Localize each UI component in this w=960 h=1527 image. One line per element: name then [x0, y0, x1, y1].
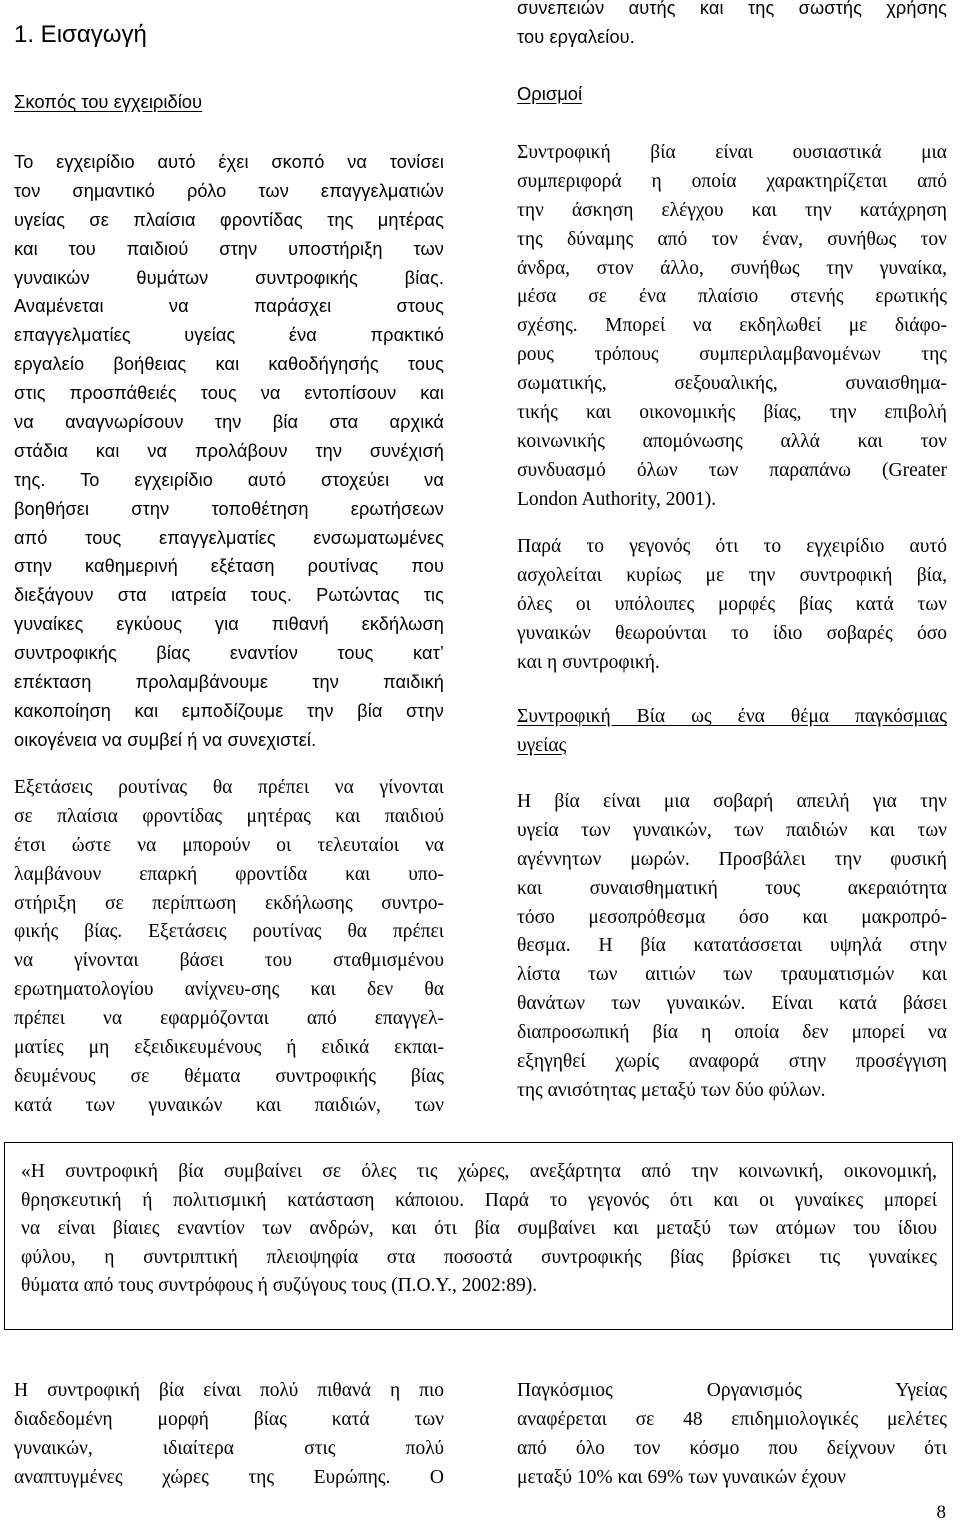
text-line: επαγγελματίες υγείας ένα πρακτικό — [14, 325, 444, 346]
heading-line: υγείας — [517, 734, 567, 756]
text-line: στην καθημερινή εξέταση ρουτίνας που — [14, 556, 444, 577]
text-line: Η συντροφική βία είναι πολύ πιθανά η πιο — [14, 1380, 444, 1401]
text-line: του εργαλείου. — [517, 26, 635, 47]
text-line: διαπροσωπική βία η οποία δεν μπορεί να — [517, 1022, 947, 1044]
text-line: στάδια και να προλάβουν την συνέχισή — [14, 440, 444, 461]
text-line: συνεπειών αυτής και της σωστής χρήσης — [517, 0, 947, 18]
definitions-paragraph — [517, 139, 947, 515]
text-line: Το εγχειρίδιο αυτό έχει σκοπό να τονίσει — [14, 152, 444, 172]
text-line: σχέσης. Μπορεί να εκδηλωθεί με διάφο- — [517, 315, 947, 337]
text-line: και του παιδιού στην υποστήριξη των — [14, 238, 444, 259]
text-line: τόσο μεσοπρόθεσμα όσο και μακροπρό- — [517, 906, 947, 928]
text-line: τικής και οικονομικής βίας, την επιβολή — [517, 402, 947, 424]
text-line: δευμένους σε θέματα συντροφικής βίας — [14, 1065, 444, 1087]
text-line: συμπεριφορά η οποία χαρακτηρίζεται από — [517, 170, 947, 192]
focus-paragraph — [517, 533, 947, 677]
text-line: γυναικών, ιδιαίτερα στις πολύ — [14, 1437, 444, 1459]
text-line: αγέννητων μωρών. Προσβάλει την φυσική — [517, 848, 947, 870]
text-line: Αναμένεται να παράσχει στους — [14, 296, 444, 317]
section-heading-purpose: Σκοπός του εγχειριδίου — [14, 91, 203, 112]
text-line: σε πλαίσια φροντίδας μητέρας και παιδιού — [14, 805, 444, 827]
global-health-paragraph — [517, 788, 947, 1106]
quote-box — [4, 1142, 953, 1330]
text-line: από όλο τον κόσμο που δείχνουν ότι — [517, 1437, 947, 1459]
text-line: Εξετάσεις ρουτίνας θα πρέπει να γίνονται — [14, 777, 444, 798]
text-line: ερωτηματολογίου ανίχνευ-σης και δεν θα — [14, 979, 444, 1001]
text-line: να γίνονται βάσει του σταθμισμένου — [14, 950, 444, 972]
text-line: Η βία είναι μια σοβαρή απειλή για την — [517, 791, 947, 812]
text-line: θεσμα. Η βία κατατάσσεται υψηλά στην — [517, 935, 947, 957]
text-line: μέσα σε ένα πλαίσιο στενής ερωτικής — [517, 286, 947, 308]
text-line: κακοποίηση και εμποδίζουμε την βία στην — [14, 700, 444, 721]
text-line: μεταξύ 10% και 69% των γυναικών έχουν — [517, 1466, 846, 1488]
text-line: αναφέρεται σε 48 επιδημιολογικές μελέτες — [517, 1408, 947, 1430]
text-line: ασχολείται κυρίως με την συντροφική βία, — [517, 564, 947, 586]
text-line: Συντροφική βία είναι ουσιαστικά μια — [517, 142, 947, 163]
text-line: κατά των γυναικών και παιδιών, των — [14, 1094, 444, 1116]
text-line: πρέπει να εφαρμόζονται από επαγγελ- — [14, 1008, 444, 1030]
text-line: της δύναμης από τον έναν, συνήθως τον — [517, 228, 947, 250]
text-line: επέκταση προλαμβάνουμε την παιδική — [14, 672, 444, 693]
text-line: της. Το εγχειρίδιο αυτό στοχεύει να — [14, 469, 444, 490]
text-line: βοηθήσει στην τοποθέτηση ερωτήσεων — [14, 498, 444, 519]
quote-line: να είναι βίαιες εναντίον των ανδρών, και ότι βία συμβαίνει και μεταξύ των ατόμων του ίδιου — [21, 1218, 937, 1240]
text-line: ματίες μη εξειδικευμένους ή ειδικά εκπαι- — [14, 1037, 444, 1059]
text-line: θανάτων των γυναικών. Είναι κατά βάσει — [517, 993, 947, 1015]
text-line: λαμβάνουν επαρκή φροντίδα και υπο- — [14, 863, 444, 885]
text-line: διαδεδομένη μορφή βίας κατά των — [14, 1408, 444, 1430]
text-line: διεξάγουν στα ιατρεία τους. Ρωτώντας τις — [14, 585, 444, 606]
routine-exams-paragraph — [14, 774, 444, 1121]
quote-line: «Η συντροφική βία συμβαίνει σε όλες τις χώρες, ανεξάρτητα από την κοινωνική, οικονομική, — [21, 1161, 937, 1182]
text-line: γυναικών θυμάτων συντροφικής βίας. — [14, 267, 444, 288]
text-line: οικογένεια να συμβεί ή να συνεχιστεί. — [14, 729, 317, 750]
text-line: στήριξη σε περίπτωση εκδήλωσης συντρο- — [14, 892, 444, 914]
text-line: λίστα των αιτιών των τραυματισμών και — [517, 964, 947, 986]
text-line: στις προσπάθειές τους να εντοπίσουν και — [14, 383, 444, 404]
heading-line: Συντροφική Βία ως ένα θέμα παγκόσμιας — [517, 706, 947, 727]
text-line: εργαλείο βοήθειας και καθοδήγησής τους — [14, 354, 444, 375]
bottom-left-paragraph — [14, 1377, 444, 1493]
text-line: φικής βίας. Εξετάσεις ρουτίνας θα πρέπει — [14, 921, 444, 943]
quote-line: θύματα από τους συντρόφους ή συζύγους τους (Π.Ο.Υ., 2002:89). — [21, 1275, 538, 1297]
text-line: υγείας σε πλαίσια φροντίδας της μητέρας — [14, 209, 444, 230]
quote-text — [21, 1158, 937, 1301]
section-heading-definitions: Ορισμοί — [517, 83, 583, 104]
text-line: γυναικών θεωρούνται το ίδιο σοβαρές όσο — [517, 622, 947, 644]
text-line: της ανισότητας μεταξύ των δύο φύλων. — [517, 1079, 826, 1101]
continued-text — [517, 0, 947, 52]
purpose-paragraph — [14, 148, 444, 755]
quote-line: θρησκευτική ή πολιτισμική κατάσταση κάποιου. Παρά το γεγονός ότι και οι γυναίκες μπορεί — [21, 1189, 937, 1211]
text-line: Παγκόσμιος Οργανισμός Υγείας — [517, 1380, 947, 1401]
text-line: σωματικής, σεξουαλικής, συναισθημα- — [517, 373, 947, 395]
text-line: γυναίκες εγκύους για πιθανή εκδήλωση — [14, 614, 444, 635]
text-line: εξηγηθεί χωρίς αναφορά στην προσέγγιση — [517, 1051, 947, 1073]
text-line: συντροφικής βίας εναντίον τους κατ’ — [14, 643, 444, 664]
text-line: άνδρα, στον άλλο, συνήθως την γυναίκα, — [517, 257, 947, 279]
page-title: 1. Εισαγωγή — [14, 21, 147, 48]
text-line: τον σημαντικό ρόλο των επαγγελματιών — [14, 180, 444, 201]
bottom-right-paragraph — [517, 1377, 947, 1493]
text-line: από τους επαγγελματίες ενσωματωμένες — [14, 527, 444, 548]
text-line: ρους τρόπους συμπεριλαμβανομένων της — [517, 344, 947, 366]
text-line: συνδυασμό όλων των παραπάνω (Greater — [517, 459, 947, 481]
text-line: και η συντροφική. — [517, 651, 660, 673]
text-line: να αναγνωρίσουν την βία στα αρχικά — [14, 412, 444, 433]
text-line: όλες οι υπόλοιπες μορφές βίας κατά των — [517, 593, 947, 615]
text-line: London Authority, 2001). — [517, 488, 717, 510]
quote-line: φύλου, η συντριπτική πλειοψηφία στα ποσοστά συντροφικής βίας βρίσκει τις γυναίκες — [21, 1246, 937, 1268]
text-line: την άσκηση ελέγχου και την κατάχρηση — [517, 199, 947, 221]
text-line: και συναισθηματική τους ακεραιότητα — [517, 877, 947, 899]
page-number: 8 — [936, 1502, 946, 1523]
text-line: αναπτυγμένες χώρες της Ευρώπης. Ο — [14, 1466, 444, 1488]
text-line: Παρά το γεγονός ότι το εγχειρίδιο αυτό — [517, 536, 947, 557]
text-line: κοινωνικής απομόνωσης αλλά και τον — [517, 430, 947, 452]
text-line: έτσι ώστε να μπορούν οι τελευταίοι να — [14, 834, 444, 856]
section-heading-global-health — [517, 703, 947, 761]
text-line: υγεία των γυναικών, των παιδιών και των — [517, 819, 947, 841]
